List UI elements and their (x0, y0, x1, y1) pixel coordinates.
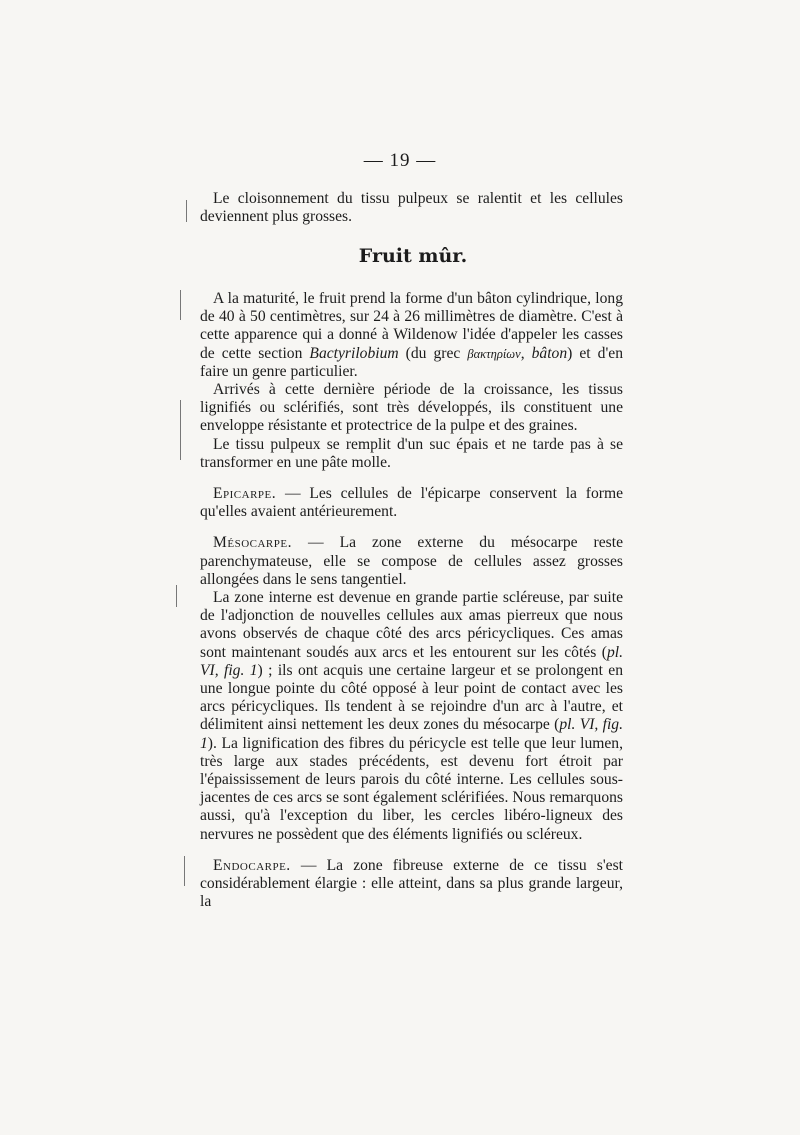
paragraph-maturity (200, 290, 623, 381)
paragraph-inner-zone (200, 589, 623, 844)
text-run: ) et d'en faire un genre particulier. (200, 344, 623, 380)
text-run: — La zone externe du mésocarpe reste parenchymateuse, elle se compose de cellules assez grosses allongées dans le sens tangentiel. (200, 534, 623, 588)
margin-mark (176, 585, 177, 607)
plate-reference: pl. VI, fig. 1 (200, 643, 623, 679)
margin-mark (180, 400, 181, 460)
page-number: — 19 — (363, 150, 437, 171)
margin-mark (184, 856, 185, 886)
section-label-endocarpe: Endocarpe. (213, 856, 291, 874)
paragraph-endocarpe (200, 857, 623, 912)
paragraph-pulp: Le tissu pulpeux se remplit d'un suc épais et ne tarde pas à se transformer en une pâte molle. (200, 435, 623, 471)
greek-word: βακτηρίων (467, 346, 521, 361)
paragraph-epicarpe (200, 485, 623, 521)
text-run: La zone interne est devenue en grande partie scléreuse, par suite de l'adjonction de nouvelles cellules aux amas pierreux que nous avons observés de chaque côté des arcs péricycliques. Ces amas sont maintenant soudés aux arcs et les entourent sur les côtés ( (200, 589, 623, 661)
body-text (200, 290, 623, 912)
section-label-epicarpe: Epicarpe. (213, 485, 277, 503)
text-run: (du grec (398, 344, 468, 362)
paragraph-mesocarpe (200, 534, 623, 589)
plate-reference: pl. VI, fig. 1 (200, 716, 623, 752)
text-run: — Les cellules de l'épicarpe conservent la forme qu'elles avaient antérieurement. (200, 485, 623, 521)
paragraph-growth: Arrivés à cette dernière période de la croissance, les tissus lignifiés ou sclérifiés, sont très développés, ils constituent une enveloppe résistante et protectrice de la pulpe et des graines. (200, 381, 623, 435)
genus-name: Bactyrilobium (309, 344, 399, 362)
intro-paragraph: Le cloisonnement du tissu pulpeux se ralentit et les cellules deviennent plus grosses. (200, 190, 623, 226)
intro-block (200, 190, 623, 226)
section-heading: Fruit mûr. (358, 245, 468, 267)
margin-mark (186, 200, 187, 222)
text-run: ) ; ils ont acquis une certaine largeur et se prolongent en une longue pointe du côté opposé à leur point de contact avec les arcs péricycliques. Ils tendent à se rejoindre d'un arc à l'autre, et délimitent ainsi nettement les deux zones du mésocarpe ( (200, 661, 624, 734)
text-run: — La zone fibreuse externe de ce tissu s'est considérablement élargie : elle atteint, dans sa plus grande largeur, la (200, 856, 623, 911)
translation: bâton (531, 344, 568, 362)
text-run: , (520, 344, 532, 362)
margin-mark (180, 290, 181, 320)
text-run: A la maturité, le fruit prend la forme d'un bâton cylindrique, long de 40 à 50 centimètres, sur 24 à 26 millimètres de diamètre. C'est à cette apparence qui a donné à Wildenow l'idée d'appeler les casses de cette section (200, 290, 623, 362)
text-run: ). La lignification des fibres du péricycle est telle que leur lumen, très large aux stades précédents, est devenu fort étroit par l'épaississement de leurs parois du côté interne. Les cellules sous-jacentes de ces arcs se sont également sclérifiées. Nous remarquons aussi, qu'à l'exception du liber, les cercles libéro-ligneux des nervures ne possèdent que des éléments lignifiés ou scléreux. (200, 734, 623, 843)
section-label-mesocarpe: Mésocarpe. (213, 534, 292, 552)
